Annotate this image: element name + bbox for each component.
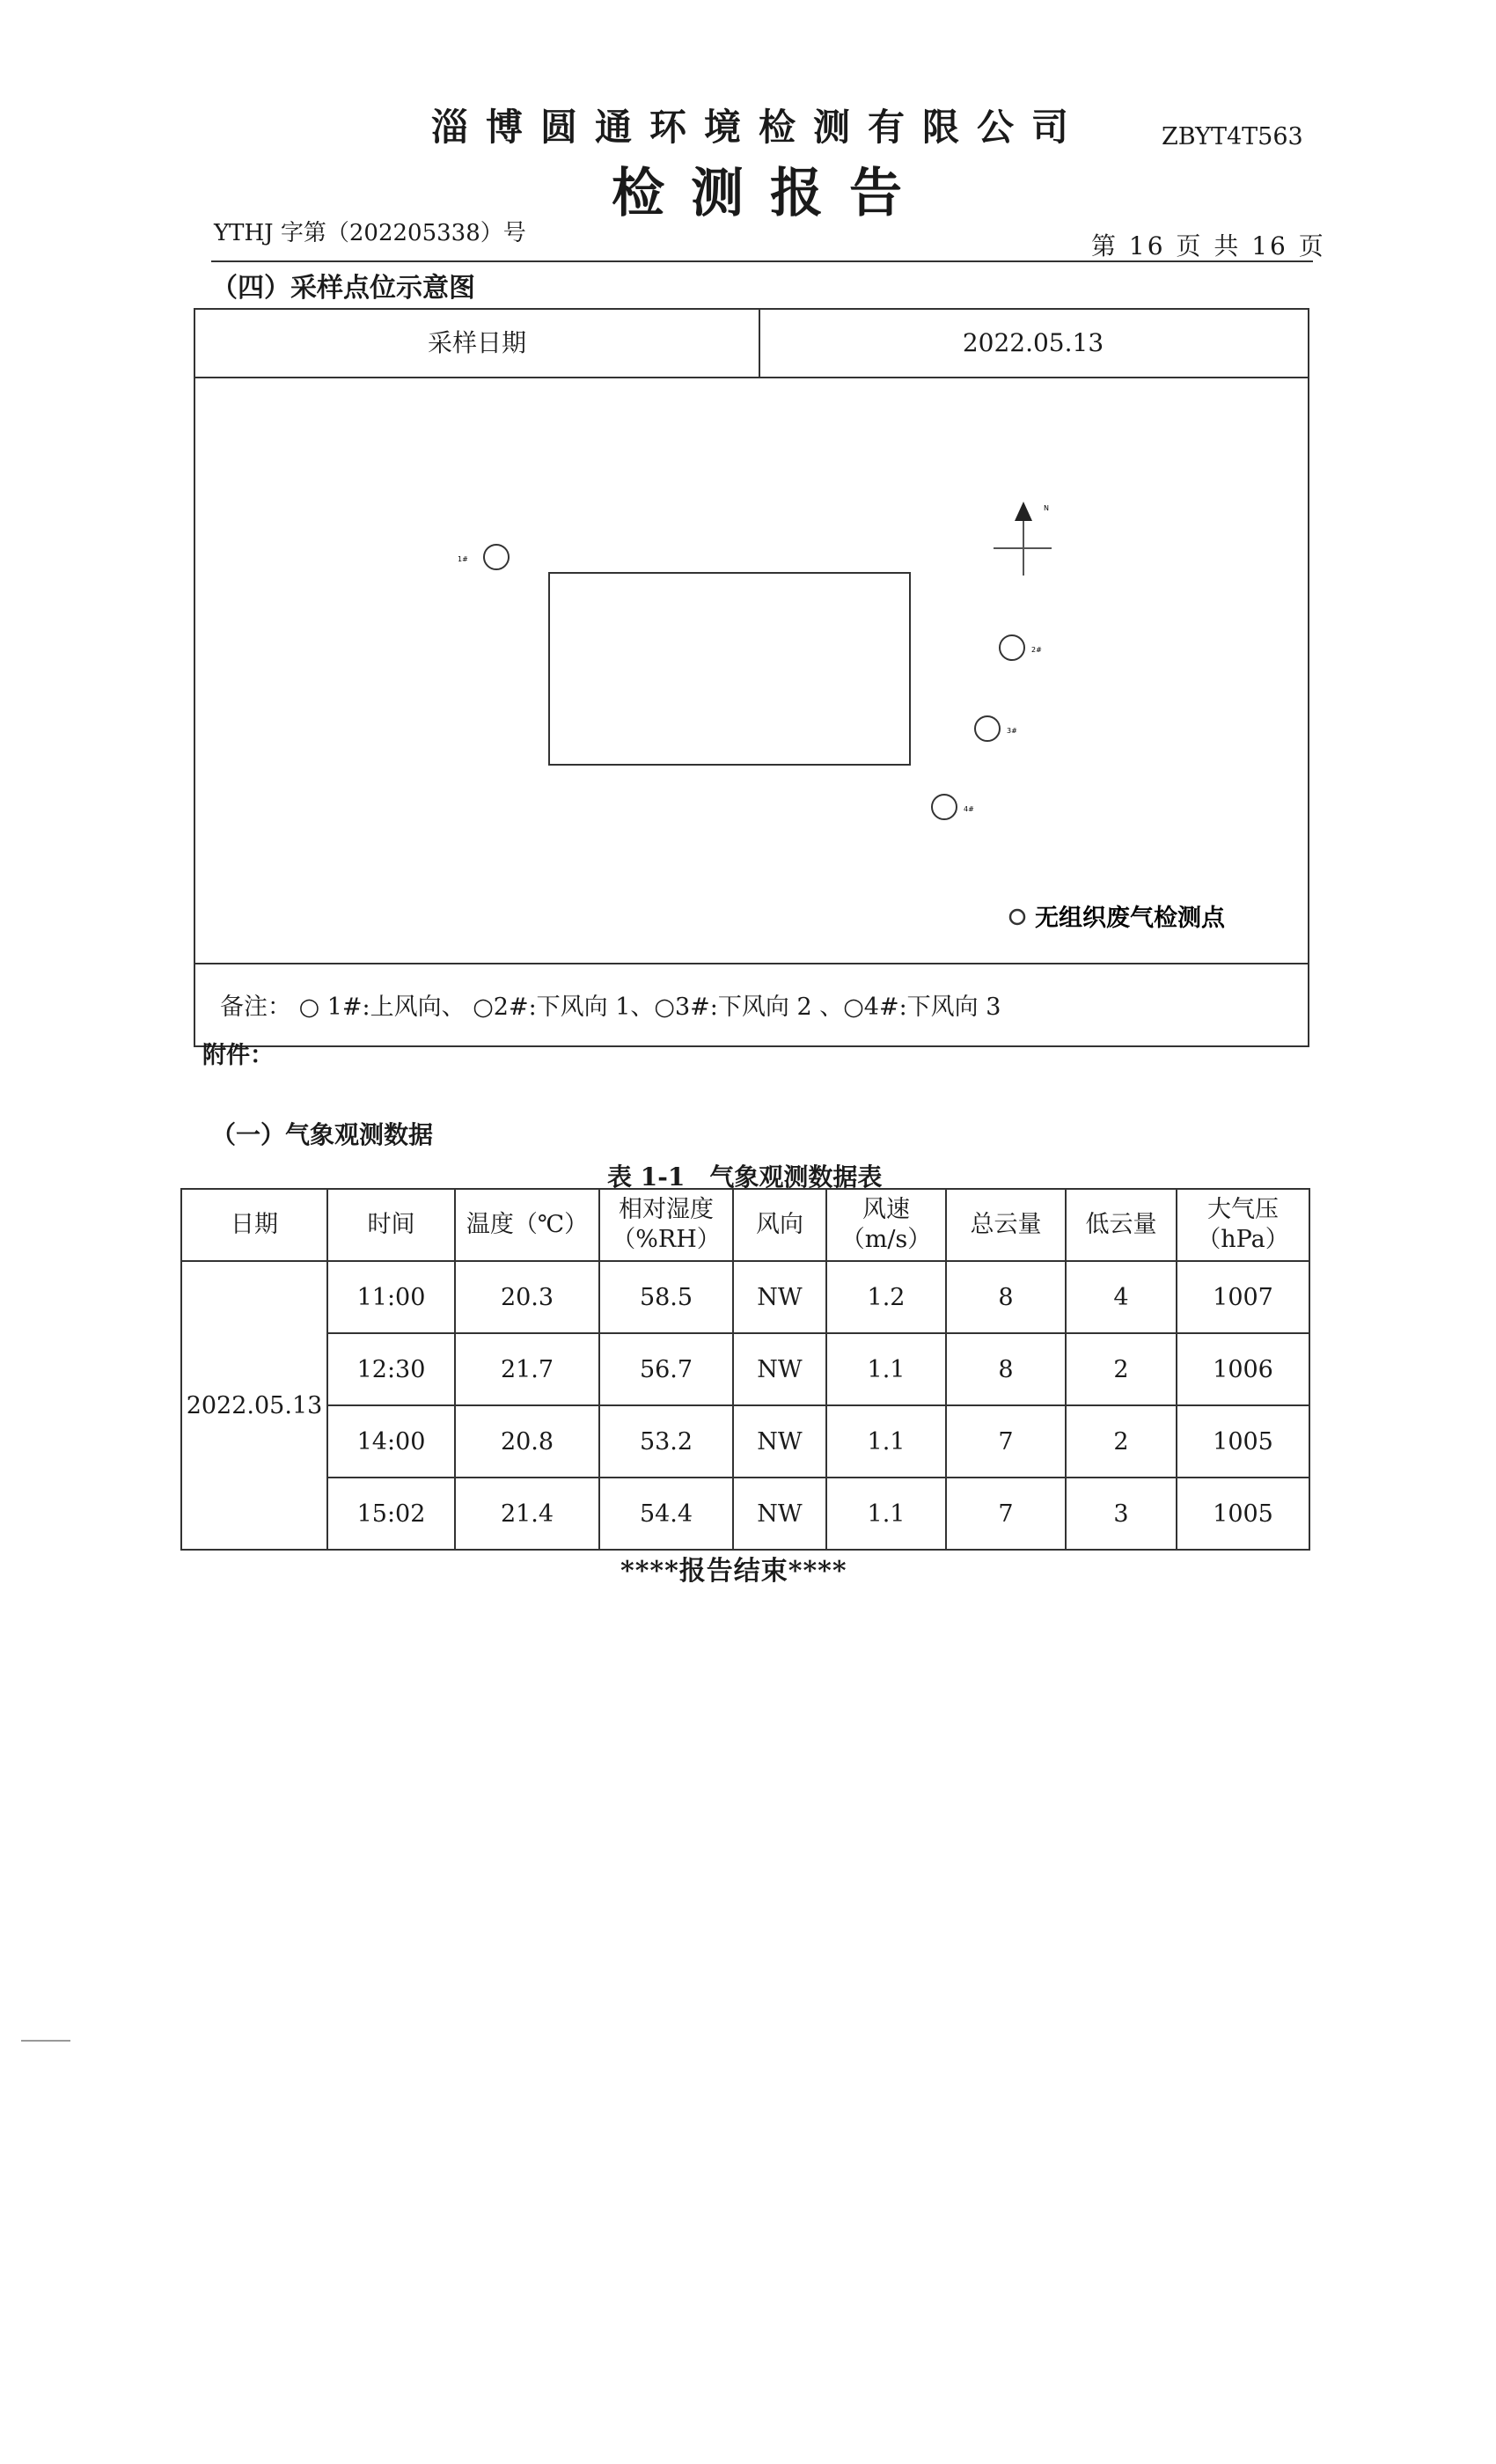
cell-temperature: 20.3 — [455, 1261, 599, 1333]
point-3-label: 3# — [1007, 727, 1017, 735]
legend-circle-icon — [1010, 910, 1024, 924]
col-header-low-cloud: 低云量 — [1066, 1189, 1177, 1261]
company-name: 淄博圆通环境检测有限公司 — [431, 106, 1087, 149]
cell-temperature: 20.8 — [455, 1405, 599, 1478]
map-area — [195, 377, 1308, 964]
plant-outline — [549, 573, 910, 765]
sampling-date-label: 采样日期 — [195, 310, 760, 377]
section-heading-weather: （一）气象观测数据 — [211, 1120, 434, 1149]
table-row — [181, 1261, 1309, 1333]
cell-wind-direction: NW — [733, 1478, 826, 1550]
cell-pressure: 1005 — [1177, 1478, 1309, 1550]
cell-humidity: 53.2 — [599, 1405, 733, 1478]
cell-wind-speed: 1.2 — [826, 1261, 946, 1333]
cell-time: 14:00 — [327, 1405, 455, 1478]
point-4-label: 4# — [964, 805, 974, 813]
appendix-label: 附件： — [202, 1042, 274, 1069]
cell-wind-speed: 1.1 — [826, 1333, 946, 1405]
cell-total-cloud: 7 — [946, 1478, 1066, 1550]
cell-temperature: 21.7 — [455, 1333, 599, 1405]
col-header-date: 日期 — [181, 1189, 327, 1261]
sampling-date-value: 2022.05.13 — [962, 328, 1104, 357]
cell-low-cloud: 3 — [1066, 1478, 1177, 1550]
report-end-marker: ****报告结束**** — [620, 1556, 847, 1587]
cell-time: 12:30 — [327, 1333, 455, 1405]
point-2-marker — [1000, 635, 1024, 660]
cell-wind-direction: NW — [733, 1333, 826, 1405]
cell-time: 11:00 — [327, 1261, 455, 1333]
cell-wind-speed: 1.1 — [826, 1478, 946, 1550]
point-3-marker — [975, 716, 1000, 741]
col-header-pressure: 大气压 （hPa） — [1177, 1189, 1309, 1261]
cell-total-cloud: 8 — [946, 1261, 1066, 1333]
cell-humidity: 56.7 — [599, 1333, 733, 1405]
page-number: 第 16 页 共 16 页 — [1091, 231, 1326, 260]
cell-pressure: 1005 — [1177, 1405, 1309, 1478]
sampling-map — [195, 377, 1308, 963]
cell-low-cloud: 2 — [1066, 1333, 1177, 1405]
header-divider — [211, 260, 1313, 262]
col-header-total-cloud: 总云量 — [946, 1189, 1066, 1261]
sampling-remark: 备注： ○ 1#:上风向、 ○2#:下风向 1、○3#:下风向 2 、○4#:下风向 3 — [220, 994, 1001, 1021]
cell-humidity: 54.4 — [599, 1478, 733, 1550]
cell-total-cloud: 8 — [946, 1333, 1066, 1405]
cell-date: 2022.05.13 — [181, 1261, 327, 1550]
cell-humidity: 58.5 — [599, 1261, 733, 1333]
north-label: N — [1044, 504, 1049, 512]
col-header-wind-speed: 风速 （m/s） — [826, 1189, 946, 1261]
point-1-marker — [484, 545, 509, 569]
table-header-row — [181, 1189, 1309, 1261]
point-1-label: 1# — [458, 555, 468, 563]
cell-temperature: 21.4 — [455, 1478, 599, 1550]
col-header-wind-direction: 风向 — [733, 1189, 826, 1261]
weather-data-table — [180, 1188, 1310, 1551]
col-header-temperature: 温度（℃） — [455, 1189, 599, 1261]
cell-low-cloud: 2 — [1066, 1405, 1177, 1478]
north-arrow-icon — [994, 502, 1052, 576]
cell-total-cloud: 7 — [946, 1405, 1066, 1478]
cell-wind-speed: 1.1 — [826, 1405, 946, 1478]
cell-wind-direction: NW — [733, 1261, 826, 1333]
legend-label: 无组织废气检测点 — [1035, 905, 1225, 932]
report-ref-number: YTHJ 字第（202205338）号 — [214, 220, 526, 246]
sampling-map-box — [194, 308, 1309, 1047]
section-heading-sampling-map: （四）采样点位示意图 — [211, 273, 475, 304]
cell-wind-direction: NW — [733, 1405, 826, 1478]
report-title: 检测报告 — [612, 163, 928, 224]
cell-pressure: 1006 — [1177, 1333, 1309, 1405]
table-row — [181, 1333, 1309, 1405]
cell-time: 15:02 — [327, 1478, 455, 1550]
point-2-label: 2# — [1031, 646, 1042, 654]
table-row — [181, 1478, 1309, 1550]
table-caption: 表 1-1 气象观测数据表 — [607, 1162, 883, 1192]
point-4-marker — [932, 795, 957, 819]
table-row — [181, 1405, 1309, 1478]
scan-artifact-line — [21, 2040, 70, 2042]
sampling-date-row — [195, 310, 1308, 378]
col-header-humidity: 相对湿度 （%RH） — [599, 1189, 733, 1261]
cell-low-cloud: 4 — [1066, 1261, 1177, 1333]
document-code: ZBYT4T563 — [1162, 123, 1303, 150]
cell-pressure: 1007 — [1177, 1261, 1309, 1333]
col-header-time: 时间 — [327, 1189, 455, 1261]
